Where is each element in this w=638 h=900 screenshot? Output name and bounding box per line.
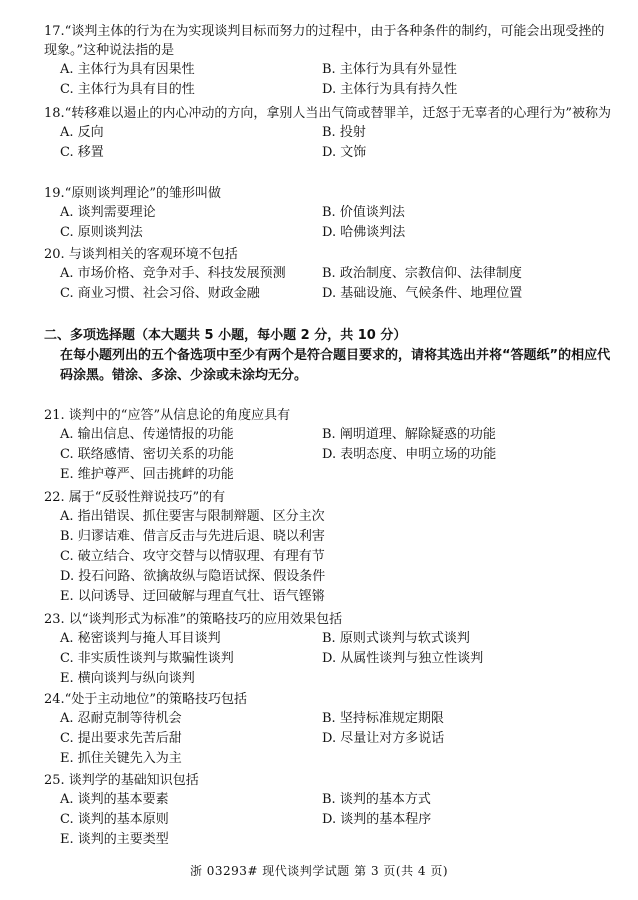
option-c: C. 谈判的基本原则 (60, 812, 169, 827)
question-21 (44, 406, 614, 485)
options (44, 629, 614, 689)
option-d: D. 谈判的基本程序 (322, 812, 432, 827)
option-a: A. 秘密谈判与掩人耳目谈判 (60, 631, 221, 646)
option-e: E. 抓住关键先入为主 (60, 751, 182, 766)
option-c: C. 非实质性谈判与欺骗性谈判 (60, 651, 234, 666)
question-stem: 21. 谈判中的“应答”从信息论的角度应具有 (44, 408, 291, 423)
options (44, 507, 614, 607)
options (44, 264, 614, 304)
section-instruction: 在每小题列出的五个备选项中至少有两个是符合题目要求的，请将其选出并将“答题纸”的相应代码涂黑。错涂、多涂、少涂或未涂均无分。 (60, 348, 611, 383)
section-title: 二、多项选择题（本大题共 5 小题，每小题 2 分，共 10 分） (44, 328, 407, 343)
option-d: D. 投石问路、欲擒故纵与隐语试探、假设条件 (60, 569, 326, 584)
option-c: C. 商业习惯、社会习俗、财政金融 (60, 286, 260, 301)
option-b: B. 谈判的基本方式 (322, 792, 431, 807)
option-d: D. 从属性谈判与独立性谈判 (322, 651, 484, 666)
option-c: C. 主体行为具有目的性 (60, 82, 195, 97)
option-d: D. 表明态度、申明立场的功能 (322, 447, 497, 462)
option-e: E. 维护尊严、回击挑衅的功能 (60, 467, 234, 482)
option-d: D. 文饰 (322, 145, 367, 160)
option-d: D. 哈佛谈判法 (322, 225, 406, 240)
options (44, 60, 614, 100)
option-a: A. 反向 (60, 125, 104, 140)
option-c: C. 破立结合、攻守交替与以情驭理、有理有节 (60, 549, 325, 564)
option-a: A. 市场价格、竞争对手、科技发展预测 (60, 266, 286, 281)
options (44, 425, 614, 485)
option-a: A. 主体行为具有因果性 (60, 62, 195, 77)
option-b: B. 价值谈判法 (322, 205, 405, 220)
option-a: A. 谈判的基本要素 (60, 792, 169, 807)
question-stem: 22. 属于“反驳性辩说技巧”的有 (44, 490, 226, 505)
question-25 (44, 771, 614, 850)
question-17 (44, 22, 614, 100)
option-b: B. 阐明道理、解除疑惑的功能 (322, 427, 496, 442)
option-b: B. 归谬诘难、借言反击与先进后退、晓以利害 (60, 529, 325, 544)
question-stem: 19.“原则谈判理论”的雏形叫做 (44, 186, 221, 201)
option-b: B. 政治制度、宗教信仰、法律制度 (322, 266, 522, 281)
question-20 (44, 245, 614, 304)
question-stem: 25. 谈判学的基础知识包括 (44, 773, 199, 788)
question-18 (44, 104, 614, 163)
option-e: E. 以问诱导、迂回破解与理直气壮、语气铿锵 (60, 589, 325, 604)
option-c: C. 移置 (60, 145, 104, 160)
question-19 (44, 184, 614, 243)
option-e: E. 横向谈判与纵向谈判 (60, 671, 195, 686)
option-a: A. 谈判需要理论 (60, 205, 156, 220)
options (44, 123, 614, 163)
option-b: B. 主体行为具有外显性 (322, 62, 457, 77)
question-23 (44, 610, 614, 689)
option-b: B. 坚持标准规定期限 (322, 711, 444, 726)
option-c: C. 联络感情、密切关系的功能 (60, 447, 234, 462)
option-d: D. 主体行为具有持久性 (322, 82, 458, 97)
option-c: C. 提出要求先苦后甜 (60, 731, 182, 746)
option-e: E. 谈判的主要类型 (60, 832, 169, 847)
option-d: D. 尽量让对方多说话 (322, 731, 445, 746)
options (44, 203, 614, 243)
question-stem: 20. 与谈判相关的客观环境不包括 (44, 247, 238, 262)
question-stem: 18.“转移难以遏止的内心冲动的方向，拿别人当出气筒或替罪羊，迁怒于无辜者的心理行为”被称为 (44, 106, 611, 121)
option-c: C. 原则谈判法 (60, 225, 143, 240)
option-a: A. 输出信息、传递情报的功能 (60, 427, 234, 442)
question-stem: 24.“处于主动地位”的策略技巧包括 (44, 692, 247, 707)
question-22 (44, 488, 614, 607)
question-stem: 17.“谈判主体的行为在为实现谈判目标而努力的过程中，由于各种条件的制约，可能会出现受挫的现象。”这种说法指的是 (44, 24, 605, 58)
section-multiple-choice (44, 326, 614, 386)
option-a: A. 指出错误、抓住要害与限制辩题、区分主次 (60, 509, 325, 524)
options (44, 790, 614, 850)
question-stem: 23. 以“谈判形式为标准”的策略技巧的应用效果包括 (44, 612, 343, 627)
option-a: A. 忍耐克制等待机会 (60, 711, 182, 726)
option-b: B. 投射 (322, 125, 366, 140)
page-footer: 浙 03293# 现代谈判学试题 第 3 页(共 4 页) (189, 864, 449, 878)
option-d: D. 基础设施、气候条件、地理位置 (322, 286, 523, 301)
options (44, 709, 614, 769)
option-b: B. 原则式谈判与软式谈判 (322, 631, 470, 646)
question-24 (44, 690, 614, 769)
